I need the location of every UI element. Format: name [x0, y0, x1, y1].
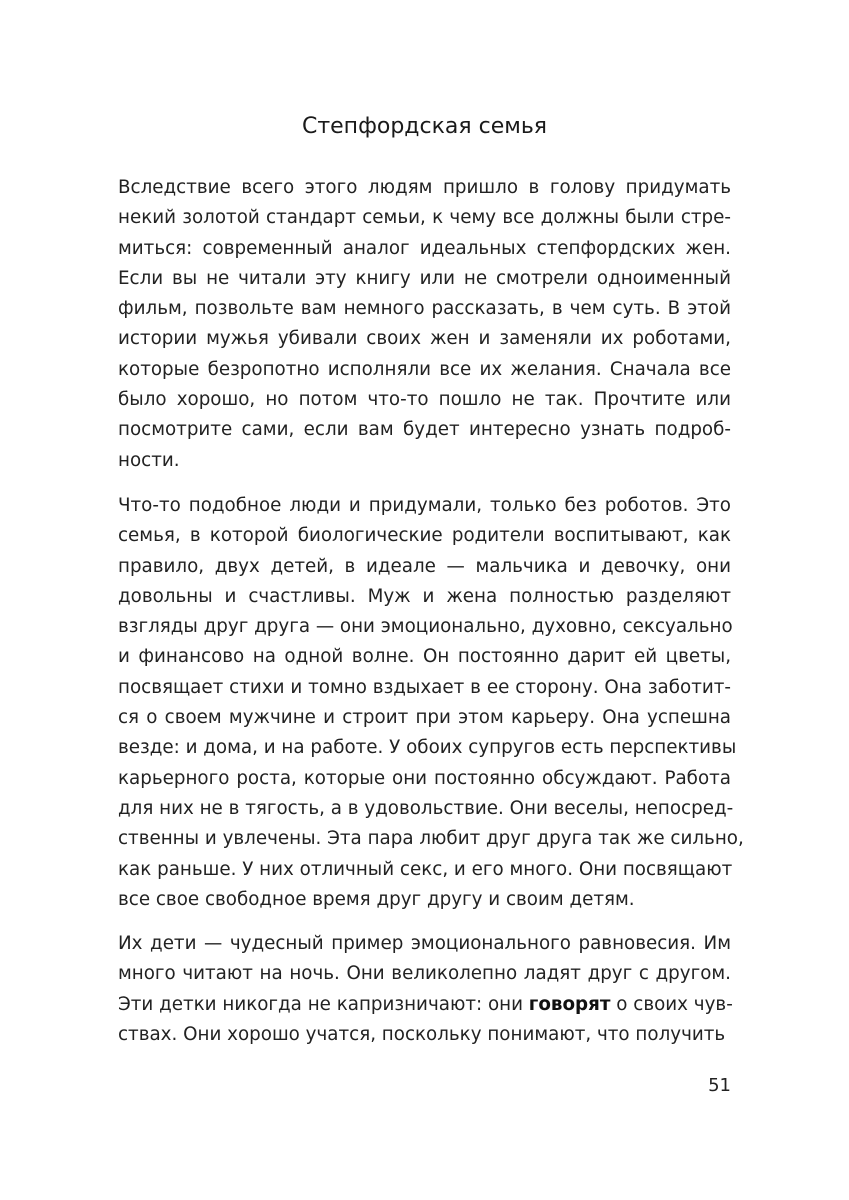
text-line: довольны и счастливы. Муж и жена полностью разделяют [118, 585, 731, 607]
text-line [118, 990, 731, 1020]
text-line: ся о своем мужчине и строит при этом карьеру. Она успешна [118, 707, 731, 729]
text-line: везде: и дома, и на работе. У обоих супругов есть перспективы [118, 737, 737, 759]
page-number: 51 [708, 1075, 731, 1096]
text-line: Их дети — чудесный пример эмоционального равновесия. Им [118, 933, 731, 954]
text-segment: о своих чув- [610, 993, 733, 1015]
text-line: взгляды друг друга — они эмоционально, духовно, сексуально [118, 616, 733, 638]
paragraph-3 [118, 929, 731, 1050]
text-line: Вследствие всего этого людям пришло в голову придумать [118, 177, 731, 198]
emphasized-word: говорят [528, 993, 611, 1015]
text-line: посмотрите сами, если вам будет интересно узнать подроб- [118, 419, 731, 441]
text-line: посвящает стихи и томно вздыхает в ее сторону. Она заботит- [118, 676, 731, 698]
text-line: ственны и увлечены. Эта пара любит друг друга так же сильно, [118, 828, 744, 850]
text-line: много читают на ночь. Они великолепно ладят друг с другом. [118, 963, 731, 985]
text-line: карьерного роста, которые они постоянно обсуждают. Работа [118, 767, 731, 789]
paragraph-2 [118, 491, 744, 915]
text-line: правило, двух детей, в идеале — мальчика и девочку, они [118, 555, 731, 577]
text-line: было хорошо, но потом что-то пошло не так. Прочтите или [118, 389, 731, 411]
text-line: ствах. Они хорошо учатся, поскольку понимают, что получить [118, 1023, 726, 1045]
chapter-title: Степфордская семья [301, 114, 548, 139]
text-line: для них не в тягость, а в удовольствие. Они веселы, непосред- [118, 797, 734, 819]
text-line: некий золотой стандарт семьи, к чему все должны были стре- [118, 207, 731, 229]
text-line: которые безропотно исполняли все их желания. Сначала все [118, 358, 731, 380]
text-segment: Эти детки никогда не капризничают: они [118, 993, 529, 1015]
text-line: ности. [118, 449, 180, 471]
text-line: фильм, позвольте вам немного рассказать, в чем суть. В этой [118, 298, 731, 320]
text-line: все свое свободное время друг другу и своим детям. [118, 888, 635, 910]
text-line: как раньше. У них отличный секс, и его много. Они посвящают [118, 858, 733, 880]
paragraph-1 [118, 173, 731, 476]
text-line: Что-то подобное люди и придумали, только без роботов. Это [118, 495, 731, 516]
text-line: Если вы не читали эту книгу или не смотрели одноименный [118, 267, 731, 289]
text-line: истории мужья убивали своих жен и заменяли их роботами, [118, 328, 731, 350]
text-line: миться: современный аналог идеальных степфордских жен. [118, 237, 731, 259]
text-line: семья, в которой биологические родители воспитывают, как [118, 525, 731, 547]
text-line: и финансово на одной волне. Он постоянно дарит ей цветы, [118, 646, 731, 668]
